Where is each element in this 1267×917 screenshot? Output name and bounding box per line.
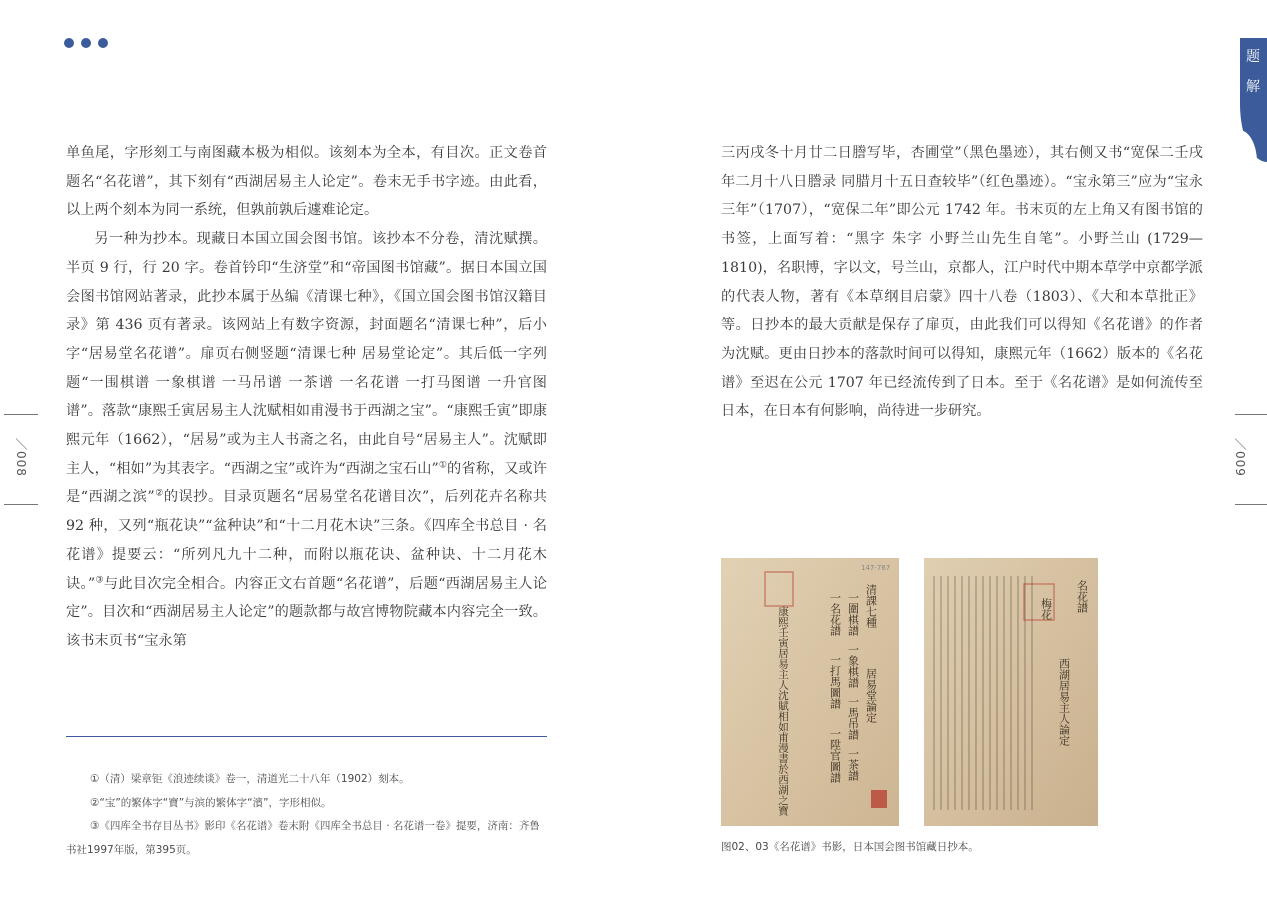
dot (64, 38, 74, 48)
manuscript-page-drawing (924, 558, 1098, 826)
page-number-rule (4, 414, 38, 415)
text-run: 的误抄。目录页题名“居易堂名花谱目次”，后列花卉名称共 92 种，又列“瓶花诀”“盆种诀”和“十二月花木诀”三条。《四库全书总目 · 名花谱》提要云：“所列凡九十二种，而附以瓶花诀、盆种诀、十二月花木诀。” (66, 489, 547, 592)
manuscript-colophon: 康熙壬寅居易主人沈賦相如甫漫書於西湖之寶 (777, 606, 789, 816)
manuscript-item: 一圍棋譜 (846, 592, 860, 636)
footnote: ③《四库全书存目丛书》影印《名花谱》卷末附《四库全书总目 · 名花谱一卷》提要，济南：齐鲁书社1997年版，第395页。 (66, 820, 540, 856)
paragraph: 三丙戌冬十月廿二日謄写毕，杏圃堂”（黑色墨迹），其右侧又书“宽保二壬戌年二月十八日謄录 同腊月十五日查较毕”（红色墨迹）。“宝永第三”应为“宝永三年”（1707），“宽保二年”即公元 1742 年。书末页的左上角又有图书馆的书签，上面写着：“黑字 朱字 小野兰山先生自笔”。小野兰山 (1729—1810)，名职博，字以文，号兰山，京都人，江户时代中期本草学中京都学派的代表人物，著有《本草纲目启蒙》四十八卷（1803）、《大和本草批正》等。日抄本的最大贡献是保存了扉页，由此我们可以得知《名花谱》的作者为沈赋。更由日抄本的落款时间可以得知，康熙元年（1662）版本的《名花谱》至迟在公元 1707 年已经流传到了日本。至于《名花谱》是如何流传至日本，在日本有何影响，尚待进一步研究。 (721, 145, 1203, 420)
tab-label-char: 解 (1246, 79, 1260, 95)
manuscript-heading: 梅花 (1039, 598, 1053, 620)
manuscript-item: 一名花譜 (828, 592, 842, 636)
manuscript-subtitle: 居易堂論定 (864, 668, 878, 723)
footnote-divider (66, 736, 547, 737)
paragraph (66, 225, 547, 656)
footnote: ②“宝”的繁体字“寶”与滨的繁体字“濱”，字形相似。 (90, 796, 332, 809)
decorative-dots (64, 38, 108, 48)
dot (98, 38, 108, 48)
seal-stamp (871, 790, 887, 808)
text-run: 另一种为抄本。现藏日本国立国会图书馆。该抄本不分卷，清沈赋撰。半页 9 行，行 20 字。卷首钤印“生济堂”和“帝国图书馆藏”。据日本国立国会图书馆网站著录，此抄本属于丛编《清课七种》，《国立国会图书馆汉籍目录》第 436 页有著录。该网站上有数字资源，封面题名“清课七种”，后小字“居易堂名花谱”。扉页右侧竖题“清课七种 居易堂论定”。其后低一字列题“一围棋谱 一象棋谱 一马吊谱 一茶谱 一名花谱 一打马图谱 一升官图谱”。落款“康熙壬寅居易主人沈赋相如甫漫书于西湖之宝”。“康熙壬寅”即康熙元年（1662），“居易”或为主人书斋之名，由此自号“居易主人”。沈赋即主人，“相如”为其表字。“西湖之宝”或许为“西湖之宝石山” (66, 231, 547, 477)
shelfmark: 147-767 (861, 564, 891, 572)
manuscript-flyleaf-drawing (721, 558, 899, 826)
manuscript-title: 名花譜 (1075, 580, 1089, 613)
paragraph: 单鱼尾，字形刻工与南图藏本极为相似。该刻本为全本，有目次。正文卷首题名“名花谱”，其下刻有“西湖居易主人论定”。卷末无手书字迹。由此看，以上两个刻本为同一系统，但孰前孰后遽难论定。 (66, 145, 547, 219)
page-number-right (1223, 418, 1267, 498)
left-page-body (66, 139, 547, 656)
page-number-rule (1235, 414, 1267, 415)
manuscript-item: 一茶譜 (846, 748, 860, 781)
page-number-left (4, 418, 50, 498)
footnote-ref[interactable]: ③ (95, 574, 104, 585)
footnotes (66, 768, 547, 862)
figure-caption: 图02、03《名花谱》书影，日本国会图书馆藏日抄本。 (721, 841, 979, 853)
manuscript-image-flyleaf (721, 558, 899, 826)
manuscript-image-first-page (924, 558, 1098, 826)
footnote-ref[interactable]: ② (154, 488, 164, 499)
right-page-body (721, 139, 1203, 426)
page-number-text: ／008 (14, 438, 28, 477)
manuscript-byline: 西湖居易主人論定 (1057, 658, 1071, 746)
manuscript-title: 清課七種 (864, 584, 878, 628)
text-run: 的省称，又或许是“西湖之滨” (66, 460, 547, 506)
dot (81, 38, 91, 48)
manuscript-item: 一象棋譜 (846, 644, 860, 688)
section-tab (1240, 38, 1267, 162)
footnote-ref[interactable]: ① (438, 460, 448, 470)
page-number-rule (1235, 504, 1267, 505)
page-number-rule (4, 504, 38, 505)
manuscript-item: 一打馬圖譜 (828, 654, 842, 709)
text-run: 与此目次完全相合。内容正文右首题“名花谱”，后题“西湖居易主人论定”。目次和“西湖居易主人论定”的题款都与故宫博物院藏本内容完全一致。该书末页书“宝永第 (66, 575, 547, 649)
page-number-text: ／009 (1233, 438, 1247, 477)
manuscript-item: 一陞官圖譜 (828, 728, 842, 783)
manuscript-item: 一馬吊譜 (846, 696, 860, 740)
footnote: ①（清）梁章钜《浪迹续谈》卷一，清道光二十八年（1902）刻本。 (90, 773, 410, 785)
tab-label-char: 题 (1246, 49, 1260, 65)
